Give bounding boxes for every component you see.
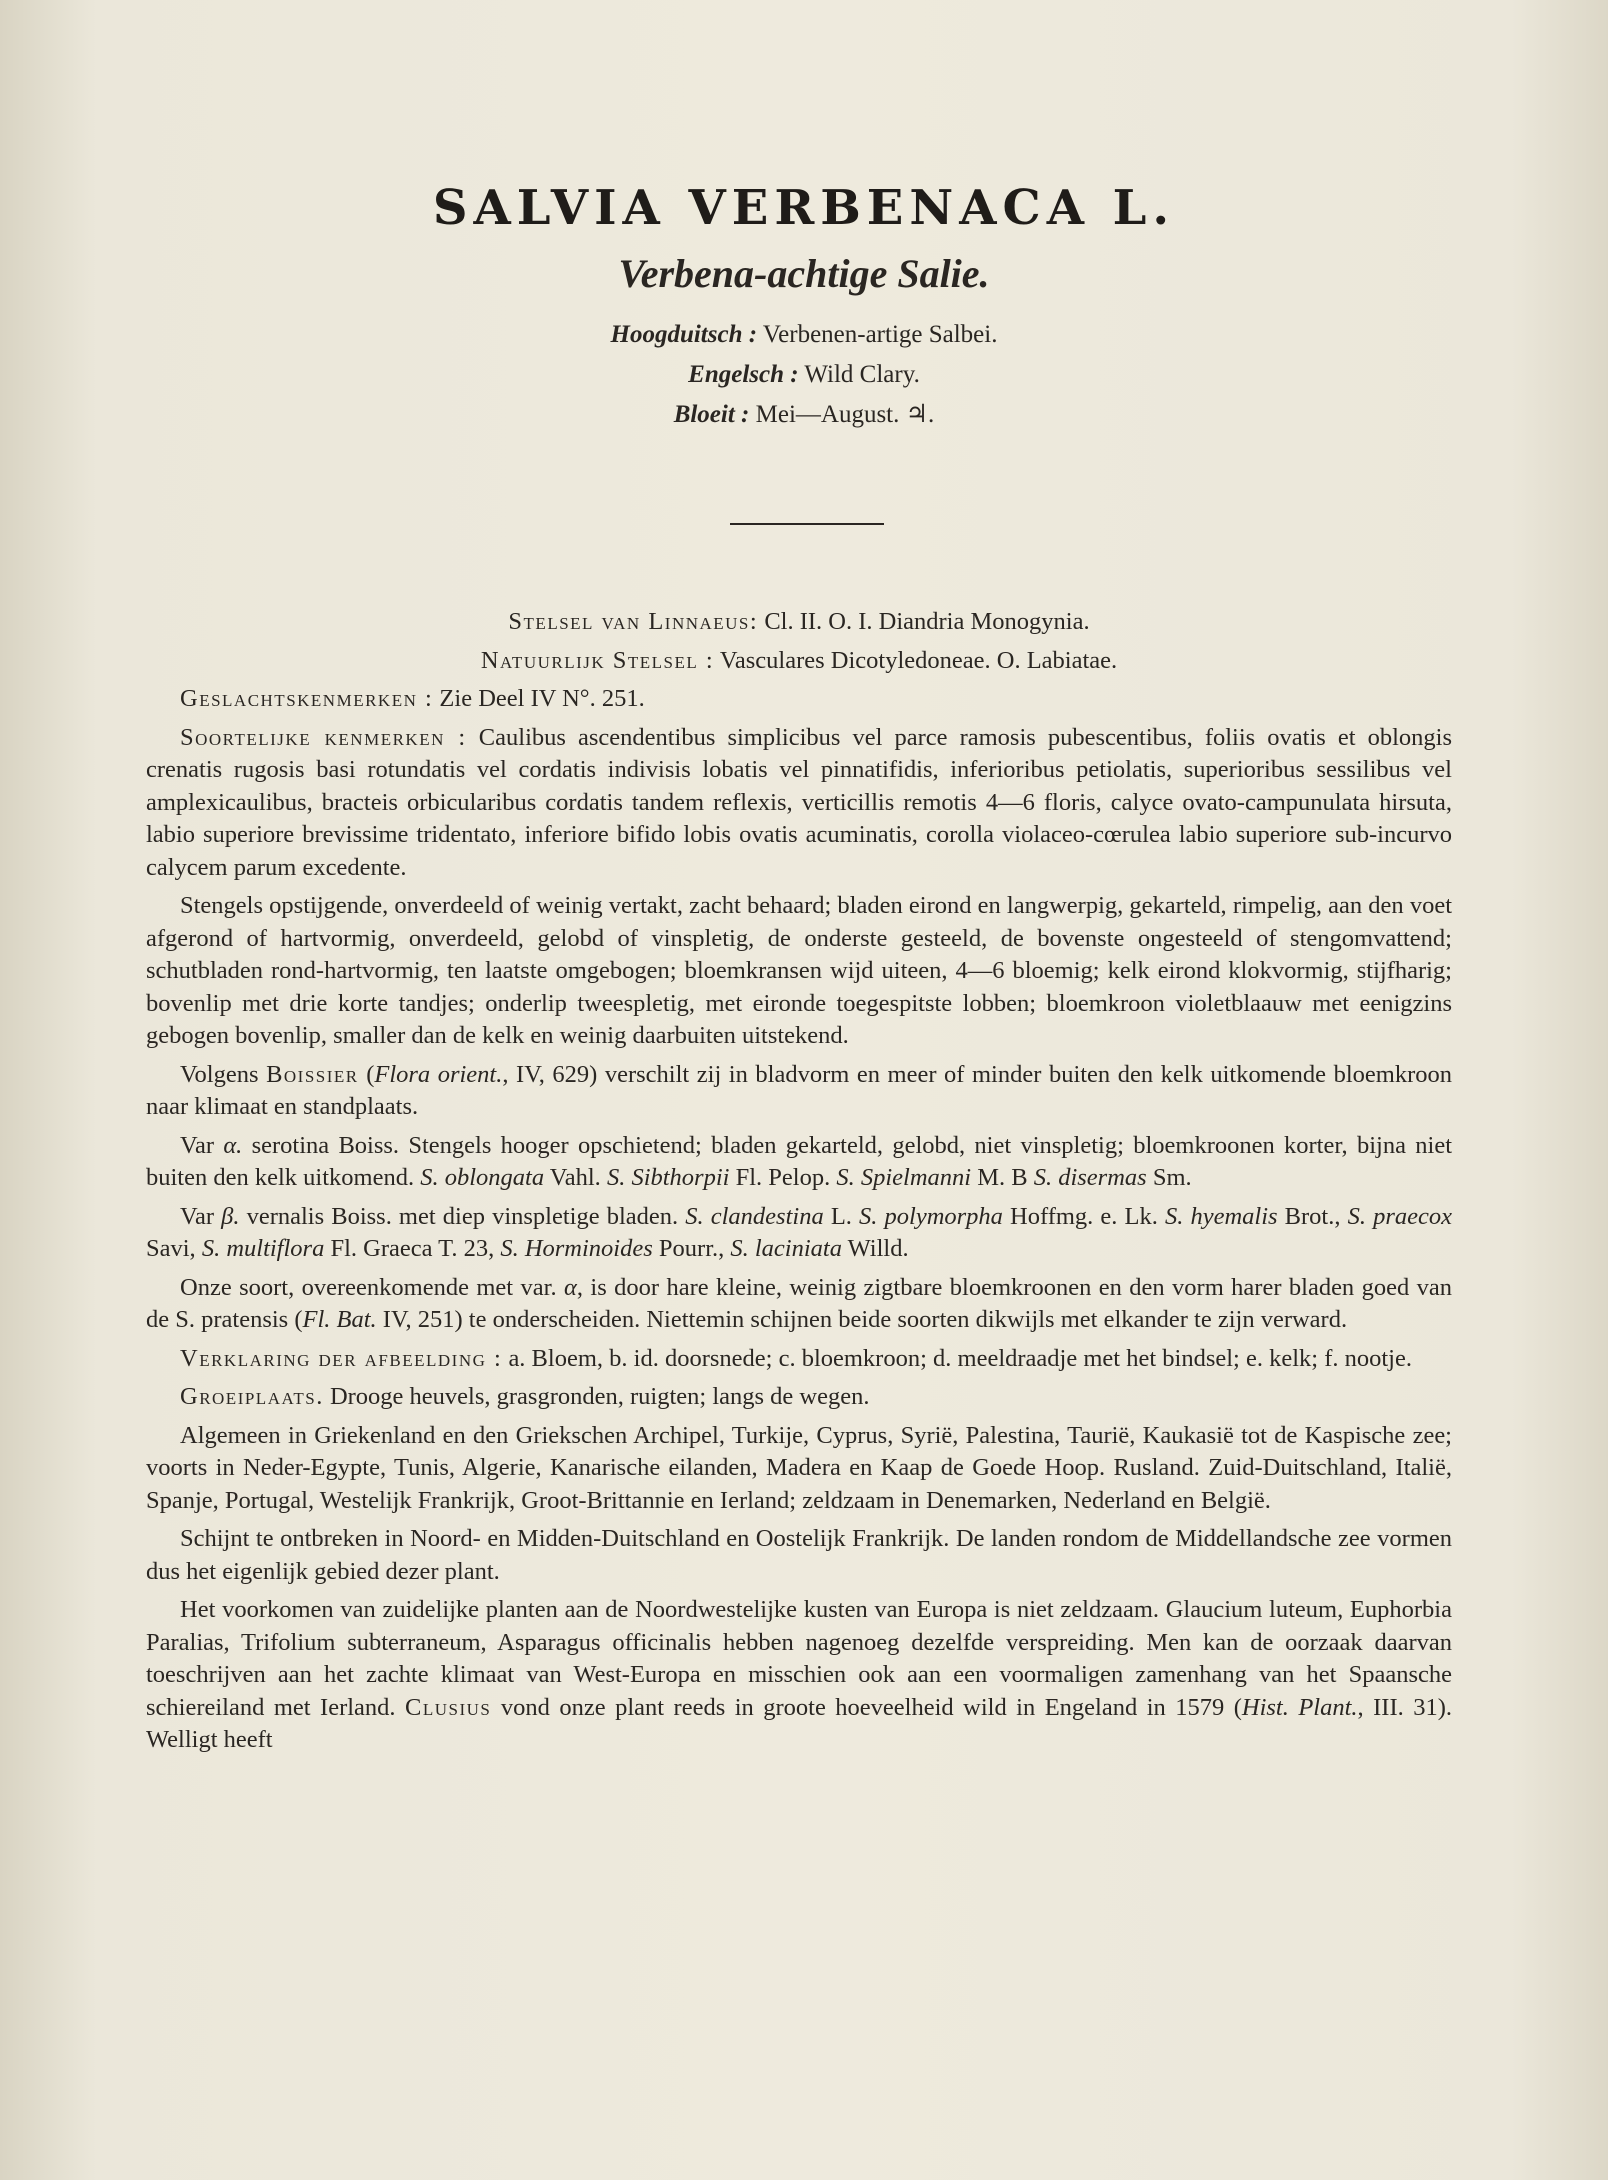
var-alpha-greek: α. (223, 1131, 243, 1159)
author-clusius: Clusius (405, 1693, 492, 1721)
var-alpha-t3: Vahl. (544, 1164, 607, 1191)
page-title: SALVIA VERBENACA L. (432, 180, 1176, 236)
var-alpha-s2: S. Sibthorpii (606, 1164, 730, 1191)
stelsel-value: Cl. II. O. I. Diandria Monogynia. (764, 608, 1090, 635)
stelsel-label: Stelsel van Linnaeus: (508, 608, 759, 635)
verklaring-paragraph (146, 1343, 1452, 1376)
soort-paragraph (146, 722, 1452, 885)
verklaring-value: a. Bloem, b. id. doorsnede; c. bloemkroon; d. meeldraadje met het bindsel; e. kelk; f. nootje. (502, 1344, 1412, 1372)
var-alpha-t2: serotina Boiss. Stengels hooger opschietend; bladen gekarteld, gelobd, niet vinspletig; bloemkroonen korter, bijna niet buiten den kelk uitkomend. (146, 1131, 1452, 1191)
bloeit-line (0, 395, 1608, 435)
ref-hist-plant: Hist. Plant. (1241, 1693, 1358, 1721)
page-subtitle: Verbena-achtige Salie. (618, 251, 990, 296)
volgens-text-a: Volgens (180, 1060, 267, 1088)
engelsch-value: Wild Clary. (804, 361, 920, 388)
volgens-text-b: ( (358, 1060, 375, 1088)
name-engelsch (0, 355, 1608, 395)
var-beta-s6: S. Horminoides (500, 1235, 653, 1262)
ref-fl-bat: Fl. Bat. (302, 1306, 377, 1333)
onze-t2: , is door hare kleine, weinig zigtbare bloemkroonen en den vorm harer bladen goed van de S. pratensis ( (146, 1273, 1452, 1333)
main-text (146, 606, 1452, 1763)
hoogduitsch-value: Verbenen-artige Salbei. (762, 321, 998, 348)
var-beta-s7: S. laciniata (730, 1235, 842, 1262)
var-beta-t4: Hoffmg. e. Lk. (1002, 1202, 1165, 1230)
ref-flora-orient: Flora orient. (374, 1060, 503, 1088)
var-beta-t8: Pourr., (652, 1235, 731, 1262)
stelsel-line (146, 606, 1452, 639)
bloeit-label: Bloeit : (673, 401, 750, 428)
var-beta-s1: S. clandestina (685, 1202, 824, 1230)
volgens-text-c: , IV, 629) verschilt zij in bladvorm en meer of minder buiten den kelk uitkomende bloemkroon naar klimaat en standplaats. (146, 1060, 1452, 1120)
var-beta-t6: Savi, (146, 1235, 202, 1262)
var-beta-t1: Var (180, 1202, 222, 1230)
soort-value: Caulibus ascendentibus simplicibus vel parce ramosis pubescentibus, foliis ovatis et oblongis crenatis rugosis basi rotundatis vel cordatis indivisis lobatis vel pinnatifidis, inferioribus petiolatis, superioribus sessilibus vel amplexicaulibus, bracteis orbicularibus cordatis tandem reflexis, verticillis remotis 4—6 floris, calyce ovato-campunulata hirsuta, labio superiore brevissime tridentato, inferiore bifido lobis ovatis acuminatis, corolla violaceo-cœrulea labio superiore sub-incurvo calycem parum excedente. (146, 723, 1452, 881)
var-beta-t7: Fl. Graeca T. 23, (324, 1235, 501, 1262)
natuurlijk-label: Natuurlijk Stelsel : (480, 646, 715, 674)
divider (730, 523, 884, 525)
var-beta-s4: S. praecox (1347, 1202, 1452, 1230)
het-t3: , III. 31). Welligt heeft (146, 1693, 1452, 1753)
var-beta-s3: S. hyemalis (1164, 1202, 1278, 1230)
schijnt-paragraph: Schijnt te ontbreken in Noord- en Midden-Duitschland en Oostelijk Frankrijk. De landen rondom de Middellandsche zee vormen dus het eigenlijk gebied dezer plant. (146, 1525, 1452, 1585)
var-alpha-t4: Fl. Pelop. (729, 1164, 837, 1191)
verklaring-label: Verklaring der afbeelding : (180, 1344, 503, 1372)
geslacht-line (146, 683, 1452, 716)
geslacht-label: Geslachtskenmerken : (180, 685, 434, 712)
onze-greek: α (563, 1273, 577, 1301)
header-block (0, 180, 1608, 435)
onze-t3: IV, 251) te onderscheiden. Niettemin schijnen beide soorten dikwijls met elkander te zijn verward. (376, 1306, 1348, 1333)
onze-t1: Onze soort, overeenkomende met var. (180, 1273, 564, 1301)
onze-paragraph (146, 1272, 1452, 1337)
soort-label: Soortelijke kenmerken : (180, 723, 467, 751)
var-beta-t5: Brot., (1277, 1202, 1348, 1230)
algemeen-paragraph: Algemeen in Griekenland en den Griekschen Archipel, Turkije, Cyprus, Syrië, Palestina, Taurië, Kaukasië tot de Kaspische zee; voorts in Neder-Egypte, Tunis, Algerie, Kanarische eilanden, Madera en Kaap de Goede Hoop. Rusland. Zuid-Duitschland, Italië, Spanje, Portugal, Westelijk Frankrijk, Groot-Brittannie en Ierland; zeldzaam in Denemarken, Nederland en België. (146, 1421, 1452, 1514)
var-alpha-paragraph (146, 1130, 1452, 1195)
var-beta-t2: vernalis Boiss. met diep vinspletige bladen. (239, 1202, 686, 1230)
var-beta-t9: Willd. (841, 1235, 909, 1262)
hoogduitsch-label: Hoogduitsch : (610, 321, 758, 348)
groei-label: Groeiplaats. (180, 1383, 324, 1410)
geslacht-value: Zie Deel IV N°. 251. (439, 685, 645, 712)
author-boissier: Boissier (266, 1060, 359, 1088)
var-alpha-t6: Sm. (1146, 1164, 1192, 1191)
var-beta-paragraph (146, 1201, 1452, 1266)
groei-value: Drooge heuvels, grasgronden, ruigten; langs de wegen. (323, 1383, 870, 1410)
var-beta-s5: S. multiflora (201, 1235, 325, 1262)
volgens-paragraph (146, 1059, 1452, 1124)
name-hoogduitsch (0, 315, 1608, 355)
het-paragraph (146, 1594, 1452, 1757)
var-alpha-s4: S. disermas (1033, 1164, 1147, 1191)
stengels-paragraph: Stengels opstijgende, onverdeeld of weinig vertakt, zacht behaard; bladen eirond en langwerpig, gekarteld, rimpelig, aan den voet afgerond of hartvormig, onverdeeld, gelobd of vinspletig, de onderste gesteeld, de bovenste ongesteeld of stengomvattend; schutbladen rond-hartvormig, ten laatste omgebogen; bloemkransen wijd uiteen, 4—6 bloemig; kelk eirond klokvormig, stijfharig; bovenlip met drie korte tandjes; onderlip tweespletig, met eironde toegespitste lobben; bloemkroon violetblaauw met eenigzins gebogen bovenlip, smaller dan de kelk en weinig daarbuiten uitstekend. (146, 892, 1452, 1049)
var-alpha-t5: M. B (971, 1164, 1034, 1191)
var-beta-t3: L. (823, 1202, 860, 1230)
var-beta-s2: S. polymorpha (859, 1202, 1003, 1230)
groei-paragraph (146, 1381, 1452, 1414)
var-alpha-s3: S. Spielmanni (836, 1164, 972, 1191)
het-t1: Het voorkomen van zuidelijke planten aan de Noordwestelijke kusten van Europa is niet zeldzaam. Glaucium luteum, Euphorbia Paralias, Trifolium subterraneum, Asparagus officinalis hebben nagenoeg dezelfde verspreiding. Men kan de oorzaak daarvan toeschrijven aan het zachte klimaat van West-Europa en misschien ook aan een voormaligen zamenhang van het Spaansche schiereiland met Ierland. (146, 1596, 1452, 1721)
natuurlijk-line (146, 645, 1452, 678)
natuurlijk-value: Vasculares Dicotyledoneae. O. Labiatae. (719, 646, 1118, 674)
var-beta-greek: β. (221, 1202, 240, 1230)
engelsch-label: Engelsch : (688, 361, 799, 388)
var-alpha-s1: S. oblongata (420, 1164, 545, 1191)
het-t2: vond onze plant reeds in groote hoeveelheid wild in Engeland in 1579 ( (491, 1693, 1242, 1721)
var-alpha-t1: Var (180, 1131, 224, 1159)
bloeit-value: Mei—August. ♃. (755, 401, 935, 428)
